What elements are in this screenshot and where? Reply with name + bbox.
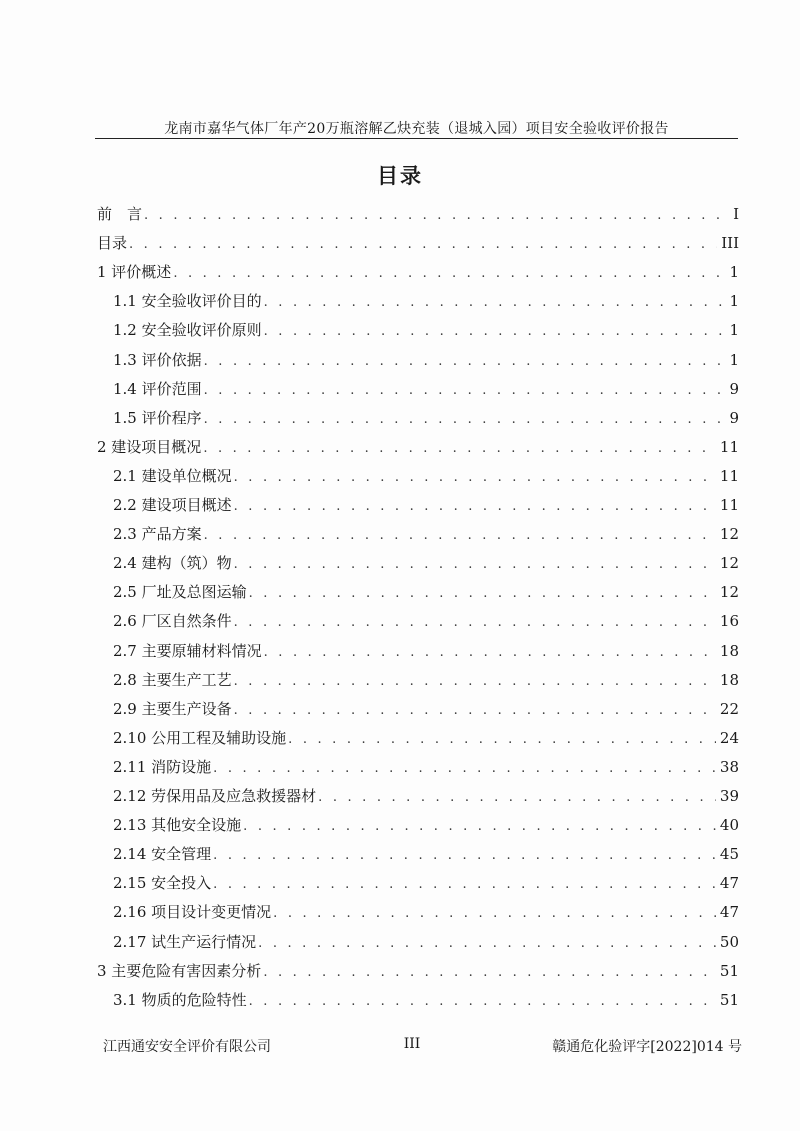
toc-entry[interactable] bbox=[113, 727, 739, 751]
toc-entry[interactable] bbox=[97, 436, 739, 460]
toc-entry-label: 2.1 建设单位概况 bbox=[113, 466, 232, 485]
toc-entry-page: 22 bbox=[719, 699, 739, 718]
toc-entry[interactable] bbox=[97, 203, 739, 227]
toc-entry-page: 40 bbox=[719, 816, 739, 835]
toc-entry[interactable] bbox=[113, 523, 739, 547]
toc-dot-leader bbox=[234, 703, 716, 718]
toc-dot-leader bbox=[204, 354, 726, 369]
toc-dot-leader bbox=[264, 645, 716, 660]
toc-entry[interactable] bbox=[113, 465, 739, 489]
toc-entry-page: III bbox=[721, 234, 739, 253]
toc-entry[interactable] bbox=[113, 931, 739, 955]
toc-entry-page: 9 bbox=[729, 379, 739, 398]
toc-entry[interactable] bbox=[113, 698, 739, 722]
toc-dot-leader bbox=[234, 615, 716, 630]
toc-entry-page: 12 bbox=[719, 583, 739, 602]
toc-dot-leader bbox=[213, 877, 716, 892]
toc-entry[interactable] bbox=[113, 494, 739, 518]
toc-entry-label: 2.16 项目设计变更情况 bbox=[113, 903, 272, 922]
toc-dot-leader bbox=[234, 470, 716, 485]
toc-dot-leader bbox=[204, 412, 726, 427]
toc-entry-page: 11 bbox=[719, 466, 739, 485]
toc-entry-page: 16 bbox=[719, 612, 739, 631]
toc-dot-leader bbox=[173, 266, 725, 281]
footer-page-number: III bbox=[403, 1036, 421, 1052]
toc-entry-page: 24 bbox=[719, 728, 739, 747]
toc-dot-leader bbox=[263, 965, 716, 980]
toc-entry-label: 2.8 主要生产工艺 bbox=[113, 670, 232, 689]
toc-entry[interactable] bbox=[113, 640, 739, 664]
toc-entry[interactable] bbox=[113, 785, 739, 809]
toc-entry-page: 1 bbox=[729, 292, 739, 311]
toc-entry-page: 18 bbox=[719, 641, 739, 660]
toc-entry-page: 12 bbox=[719, 525, 739, 544]
toc-entry-page: 1 bbox=[729, 321, 739, 340]
toc-dot-leader bbox=[129, 237, 717, 252]
toc-entry-label: 3 主要危险有害因素分析 bbox=[97, 961, 262, 980]
toc-dot-leader bbox=[204, 383, 726, 398]
toc-entry-label: 1.2 安全验收评价原则 bbox=[113, 321, 262, 340]
footer-company: 江西通安安全评价有限公司 bbox=[103, 1039, 271, 1055]
toc-entry[interactable] bbox=[113, 901, 739, 925]
toc-dot-leader bbox=[249, 586, 716, 601]
toc-dot-leader bbox=[264, 324, 726, 339]
running-header: 龙南市嘉华气体厂年产20万瓶溶解乙炔充装（退城入园）项目安全验收评价报告 bbox=[164, 121, 669, 137]
toc-entry-label: 2.17 试生产运行情况 bbox=[113, 932, 257, 951]
toc-dot-leader bbox=[273, 906, 716, 921]
toc-dot-leader bbox=[203, 441, 716, 456]
footer-document-number: 赣通危化验评字[2022]014 号 bbox=[552, 1039, 742, 1055]
toc-entry-label: 2.11 消防设施 bbox=[113, 757, 212, 776]
toc-dot-leader bbox=[243, 819, 716, 834]
toc-entry[interactable] bbox=[113, 843, 739, 867]
toc-entry-label: 3.1 物质的危险特性 bbox=[113, 990, 247, 1009]
toc-entry-label: 2.7 主要原辅材料情况 bbox=[113, 641, 262, 660]
toc-entry-page: 45 bbox=[719, 845, 739, 864]
toc-entry-label: 1 评价概述 bbox=[97, 263, 172, 282]
toc-entry[interactable] bbox=[113, 349, 739, 373]
toc-entry-label: 2.6 厂区自然条件 bbox=[113, 612, 232, 631]
toc-entry-label: 前 言 bbox=[97, 205, 143, 223]
toc-entry[interactable] bbox=[113, 756, 739, 780]
toc-entry-page: 12 bbox=[719, 554, 739, 573]
toc-entry-page: 39 bbox=[719, 787, 739, 805]
toc-entry-page: 11 bbox=[719, 437, 739, 456]
toc-entry[interactable] bbox=[113, 814, 739, 838]
toc-entry-label: 1.5 评价程序 bbox=[113, 408, 202, 427]
toc-entry-page: 1 bbox=[729, 350, 739, 369]
toc-entry[interactable] bbox=[113, 378, 739, 402]
toc-title: 目录 bbox=[377, 164, 423, 188]
toc-dot-leader bbox=[213, 848, 716, 863]
toc-dot-leader bbox=[249, 994, 716, 1009]
toc-entry-label: 2.4 建构（筑）物 bbox=[113, 554, 232, 573]
toc-entry-label: 2.5 厂址及总图运输 bbox=[113, 583, 247, 602]
toc-dot-leader bbox=[234, 499, 716, 514]
toc-dot-leader bbox=[144, 208, 729, 223]
toc-entry-page: 9 bbox=[729, 408, 739, 427]
toc-dot-leader bbox=[213, 761, 716, 776]
toc-entry-page: 50 bbox=[719, 932, 739, 951]
toc-dot-leader bbox=[264, 295, 726, 310]
toc-dot-leader bbox=[288, 732, 716, 747]
toc-entry-page: 38 bbox=[719, 757, 739, 776]
toc-entry[interactable] bbox=[113, 669, 739, 693]
toc-entry-label: 2.10 公用工程及辅助设施 bbox=[113, 728, 287, 747]
toc-entry-page: I bbox=[733, 205, 739, 223]
toc-entry-label: 2.14 安全管理 bbox=[113, 845, 212, 864]
toc-dot-leader bbox=[234, 557, 716, 572]
toc-entry-label: 2.12 劳保用品及应急救援器材 bbox=[113, 787, 317, 805]
toc-dot-leader bbox=[204, 528, 716, 543]
toc-entry-label: 2.15 安全投入 bbox=[113, 874, 212, 893]
toc-entry-page: 1 bbox=[729, 263, 739, 282]
toc-entry[interactable] bbox=[97, 232, 739, 256]
header-rule bbox=[95, 138, 738, 139]
toc-entry[interactable] bbox=[113, 872, 739, 896]
toc-dot-leader bbox=[234, 674, 716, 689]
toc-entry[interactable] bbox=[97, 261, 739, 285]
toc-entry-label: 1.1 安全验收评价目的 bbox=[113, 292, 262, 311]
toc-entry-page: 51 bbox=[719, 961, 739, 980]
toc-entry-page: 11 bbox=[719, 496, 739, 514]
toc-dot-leader bbox=[258, 936, 716, 951]
toc-entry-label: 1.4 评价范围 bbox=[113, 379, 202, 398]
toc-entry-page: 51 bbox=[719, 990, 739, 1009]
toc-entry-page: 47 bbox=[719, 874, 739, 893]
toc-entry-label: 2.2 建设项目概述 bbox=[113, 496, 232, 514]
toc-entry[interactable] bbox=[113, 552, 739, 576]
toc-entry[interactable] bbox=[113, 319, 739, 343]
toc-dot-leader bbox=[318, 790, 716, 805]
toc-entry[interactable] bbox=[113, 581, 739, 605]
toc-entry-label: 2 建设项目概况 bbox=[97, 437, 202, 456]
toc-entry-label: 2.3 产品方案 bbox=[113, 525, 202, 544]
toc-entry[interactable] bbox=[113, 407, 739, 431]
toc-entry[interactable] bbox=[113, 290, 739, 314]
toc-entry-page: 47 bbox=[719, 903, 739, 922]
toc-entry-label: 目录 bbox=[97, 234, 128, 253]
toc-entry[interactable] bbox=[113, 989, 739, 1013]
toc-entry-label: 2.9 主要生产设备 bbox=[113, 699, 232, 718]
toc-entry[interactable] bbox=[97, 960, 739, 984]
toc-entry-label: 1.3 评价依据 bbox=[113, 350, 202, 369]
toc-entry-page: 18 bbox=[719, 670, 739, 689]
toc-entry[interactable] bbox=[113, 610, 739, 634]
toc-entry-label: 2.13 其他安全设施 bbox=[113, 816, 242, 835]
